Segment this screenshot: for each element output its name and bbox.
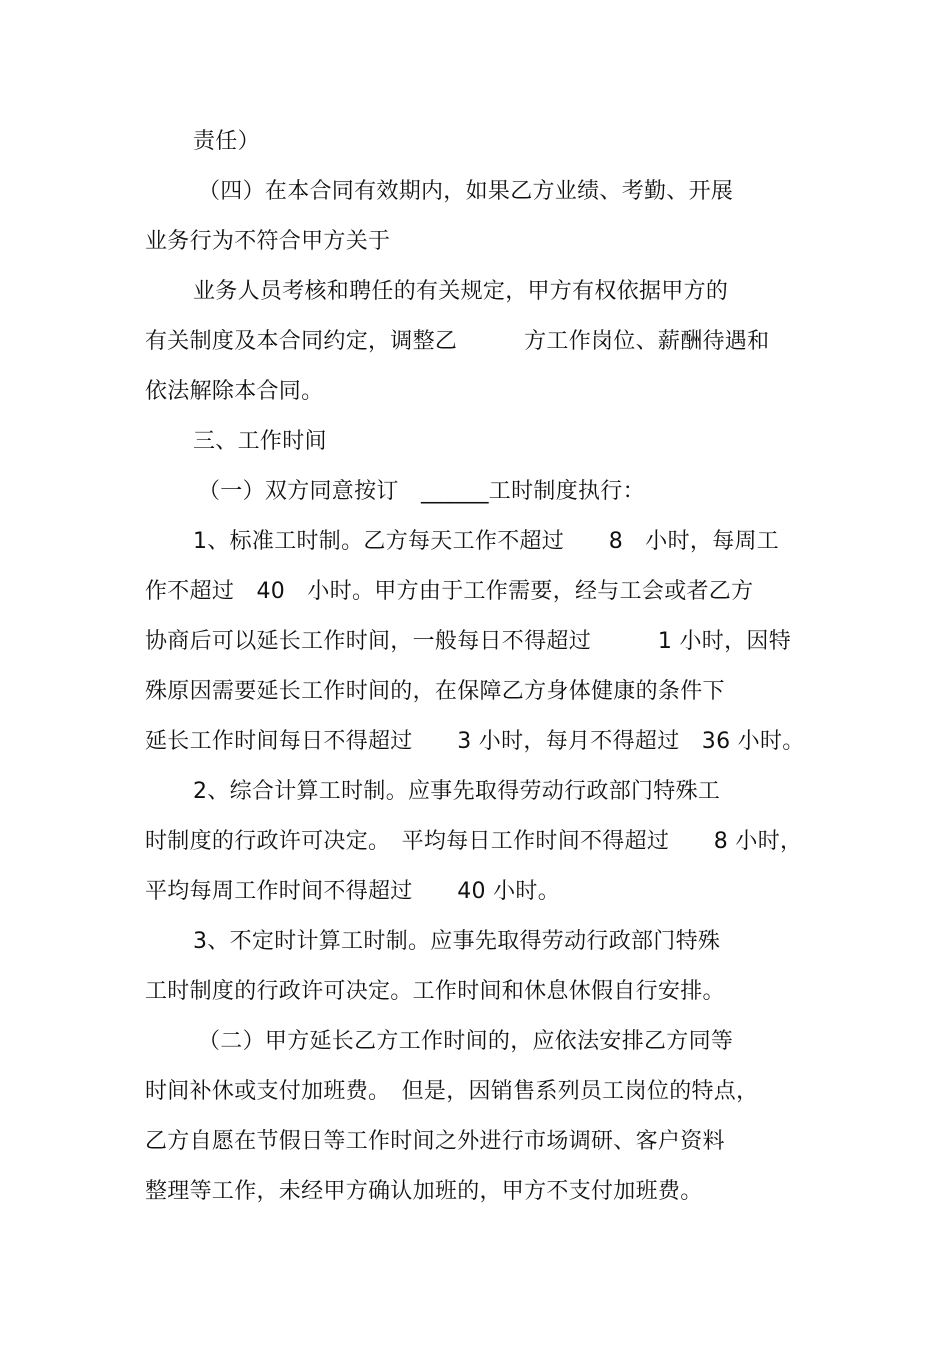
- text-line: 协商后可以延长工作时间，一般每日不得超过 1 小时，因特: [145, 629, 791, 654]
- text-line: 延长工作时间每日不得超过 3 小时，每月不得超过 36 小时。: [145, 729, 805, 754]
- text-line: 3、不定时计算工时制。应事先取得劳动行政部门特殊: [193, 929, 721, 954]
- text-line: 有关制度及本合同约定，调整乙 方工作岗位、薪酬待遇和: [145, 329, 770, 354]
- text-line: 整理等工作，未经甲方确认加班的，甲方不支付加班费。: [145, 1179, 703, 1204]
- text-line: 2、综合计算工时制。应事先取得劳动行政部门特殊工: [193, 779, 721, 804]
- text-line: 时制度的行政许可决定。 平均每日工作时间不得超过 8 小时，: [145, 829, 803, 854]
- text-line: 工时制度的行政许可决定。工作时间和休息休假自行安排。: [145, 979, 725, 1004]
- text-line: 平均每周工作时间不得超过 40 小时。: [145, 879, 560, 904]
- section-heading: 三、工作时间: [193, 429, 327, 454]
- text-line: （二）甲方延长乙方工作时间的，应依法安排乙方同等: [198, 1029, 734, 1054]
- text-line: 作不超过 40 小时。甲方由于工作需要，经与工会或者乙方: [145, 579, 754, 604]
- text-line: 时间补休或支付加班费。 但是，因销售系列员工岗位的特点，: [145, 1079, 759, 1104]
- text-line: 殊原因需要延长工作时间的，在保障乙方身体健康的条件下: [145, 679, 725, 704]
- text-line: 业务人员考核和聘任的有关规定，甲方有权依据甲方的: [193, 279, 729, 304]
- text-line: 责任）: [193, 129, 260, 154]
- text-line: 业务行为不符合甲方关于: [145, 229, 391, 254]
- text-line: 乙方自愿在节假日等工作时间之外进行市场调研、客户资料: [145, 1129, 725, 1154]
- text-line: （四）在本合同有效期内，如果乙方业绩、考勤、开展: [198, 179, 734, 204]
- text-line: 1、标准工时制。乙方每天工作不超过 8 小时，每周工: [193, 529, 780, 554]
- text-line: （一）双方同意按订 ______工时制度执行：: [198, 479, 645, 504]
- text-line: 依法解除本合同。: [145, 379, 324, 404]
